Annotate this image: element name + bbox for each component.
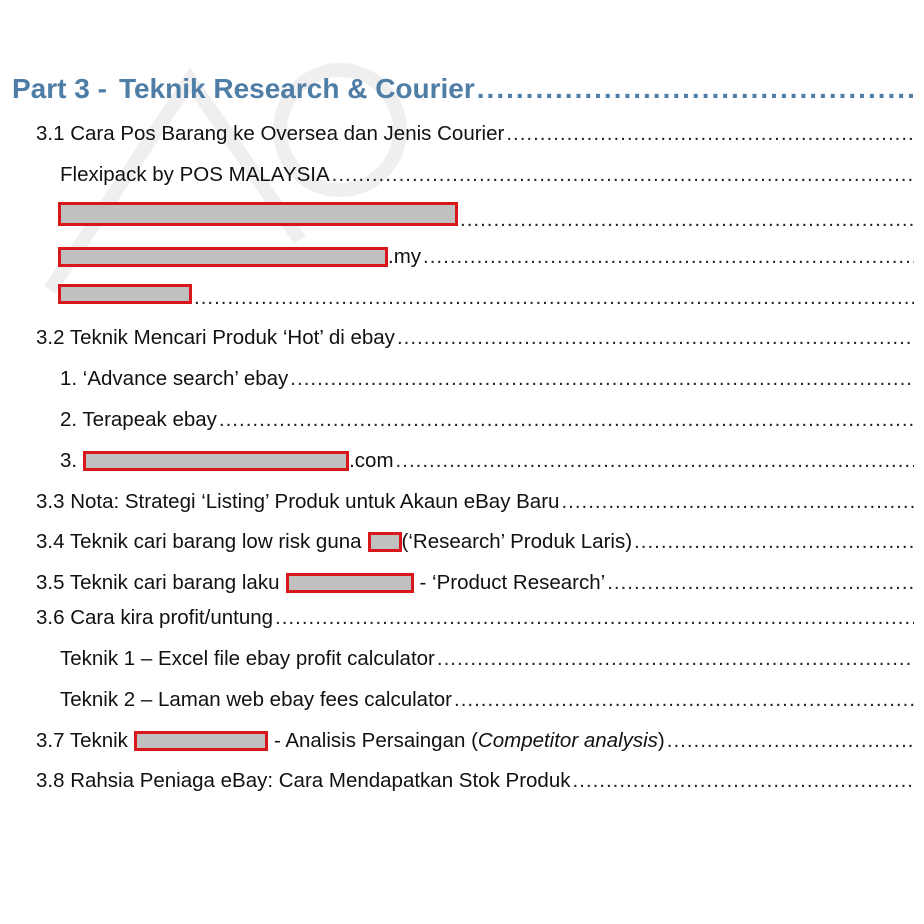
toc-entry-text: 2. Terapeak ebay — [60, 408, 217, 431]
part-title: Teknik Research & Courier — [118, 73, 475, 104]
redaction-box — [368, 532, 402, 552]
dot-leader — [572, 767, 914, 795]
toc-entry-3-2-2[interactable] — [60, 406, 914, 434]
toc-entry-3-2[interactable] — [36, 324, 914, 352]
toc-entry-text: 3.2 Teknik Mencari Produk ‘Hot’ di ebay — [36, 326, 395, 349]
list-number: 3. — [60, 449, 78, 472]
redaction-box — [286, 573, 414, 593]
toc-entry-text: 3.8 Rahsia Peniaga eBay: Cara Mendapatkan Stok Produk — [36, 769, 571, 792]
toc-entry-text: 1. ‘Advance search’ ebay — [60, 367, 289, 390]
dot-leader — [396, 447, 914, 475]
redaction-box — [58, 284, 192, 304]
toc-entry-flexipack[interactable] — [60, 161, 914, 189]
toc-entry-middle: - Analisis Persaingan ( — [273, 729, 478, 752]
toc-entry-text: Teknik 1 – Excel file ebay profit calculator — [60, 647, 435, 670]
dot-leader — [667, 727, 914, 755]
dot-leader — [275, 604, 914, 632]
dot-leader — [460, 206, 914, 230]
toc-entry-3-2-3[interactable] — [60, 447, 914, 475]
dot-leader — [477, 71, 914, 107]
toc-entry-text: Flexipack by POS MALAYSIA — [60, 163, 330, 186]
toc-entry-3-1[interactable] — [36, 120, 914, 148]
toc-entry-3-3[interactable] — [36, 488, 914, 516]
toc-entry-3-7[interactable] — [36, 727, 914, 755]
toc-entry-text: 3.1 Cara Pos Barang ke Oversea dan Jenis Courier — [36, 122, 505, 145]
toc-entry-3-6[interactable] — [36, 604, 914, 632]
toc-entry-suffix: (‘Research’ Produk Laris) — [401, 530, 633, 553]
part-heading-text — [12, 71, 475, 107]
domain-suffix: .my — [388, 245, 422, 268]
redaction-box — [58, 202, 458, 226]
dot-leader — [607, 569, 914, 597]
toc-entry-3-2-1[interactable] — [60, 365, 914, 393]
toc-entry-italic: Competitor analysis — [477, 729, 658, 752]
toc-entry-redacted-3[interactable] — [58, 284, 914, 312]
dot-leader — [332, 161, 914, 189]
toc-entry-text: 3.6 Cara kira profit/untung — [36, 606, 274, 629]
redaction-box — [134, 731, 268, 751]
part-heading[interactable] — [12, 71, 914, 107]
dot-leader — [454, 686, 914, 714]
redaction-box — [58, 247, 388, 267]
toc-entry-redacted-1[interactable] — [58, 202, 914, 230]
toc-entry-text: 3.5 Teknik cari barang laku — [36, 571, 280, 594]
toc-entry-text: 3.3 Nota: Strategi ‘Listing’ Produk untuk Akaun eBay Baru — [36, 490, 560, 513]
toc-entry-text: 3.7 Teknik — [36, 729, 128, 752]
toc-entry-text: Teknik 2 – Laman web ebay fees calculator — [60, 688, 453, 711]
domain-suffix: .com — [349, 449, 394, 472]
dot-leader — [290, 365, 914, 393]
dot-leader — [423, 243, 914, 271]
dot-leader — [219, 406, 914, 434]
toc-entry-suffix: - ‘Product Research’ — [419, 571, 606, 594]
toc-entry-redacted-2[interactable] — [58, 243, 914, 271]
toc-entry-text: 3.4 Teknik cari barang low risk guna — [36, 530, 362, 553]
toc-entry-3-8[interactable] — [36, 767, 914, 795]
dot-leader — [506, 120, 914, 148]
toc-entry-3-6-teknik-1[interactable] — [60, 645, 914, 673]
redaction-box — [83, 451, 349, 471]
toc-entry-3-4[interactable] — [36, 528, 914, 556]
part-label: Part 3 - — [12, 73, 107, 104]
toc-entry-close: ) — [657, 729, 665, 752]
dot-leader — [437, 645, 914, 673]
toc-entry-3-5[interactable] — [36, 569, 914, 597]
toc-entry-3-6-teknik-2[interactable] — [60, 686, 914, 714]
dot-leader — [561, 488, 914, 516]
dot-leader — [634, 528, 914, 556]
dot-leader — [397, 324, 914, 352]
dot-leader — [194, 284, 914, 312]
